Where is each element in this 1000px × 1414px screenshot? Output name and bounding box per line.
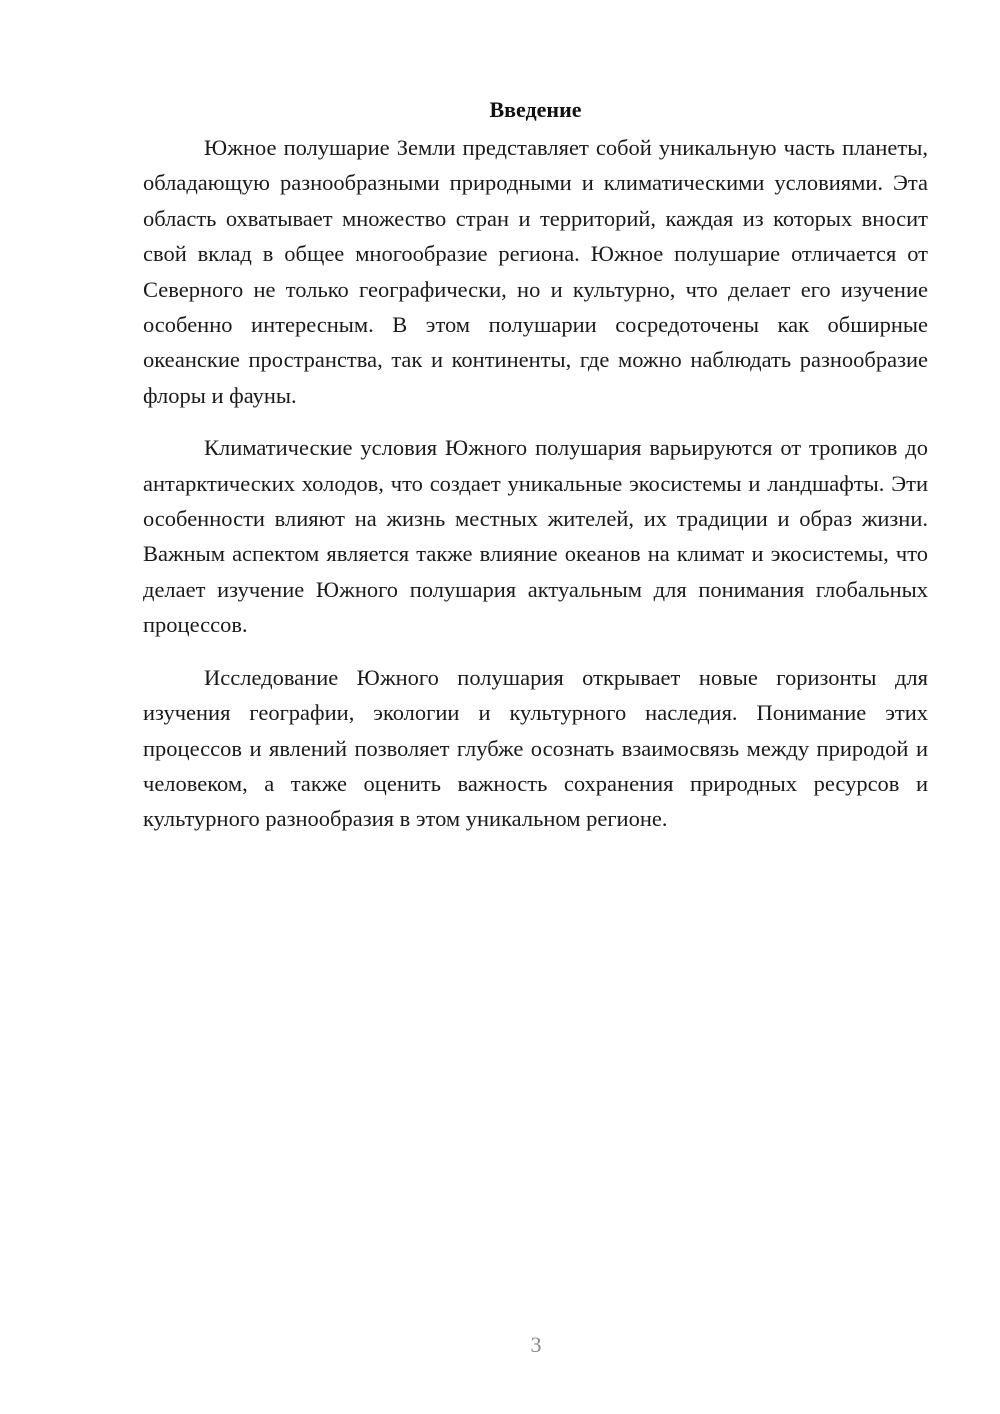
- paragraph-2: Климатические условия Южного полушария варьируются от тропиков до антарктических холодов, что создает уникальные экосистемы и ландшафты. Эти особенности влияют на жизнь местных жителей, их традиции и образ жизни. Важным аспектом является также влияние океанов на климат и экосистемы, что делает изучение Южного полушария актуальным для понимания глобальных процессов.: [143, 435, 928, 638]
- page-title: Введение: [489, 97, 582, 122]
- paragraph-3: Исследование Южного полушария открывает новые горизонты для изучения географии, экологии и культурного наследия. Понимание этих процессов и явлений позволяет глубже осознать взаимосвязь между природой и человеком, а также оценить важность сохранения природных ресурсов и культурного разнообразия в этом уникальном регионе.: [143, 664, 928, 832]
- page-content: [143, 92, 928, 837]
- page-number: 3: [530, 1332, 542, 1357]
- paragraph-1: Южное полушарие Земли представляет собой уникальную часть планеты, обладающую разнообразными природными и климатическими условиями. Эта область охватывает множество стран и территорий, каждая из которых вносит свой вклад в общее многообразие региона. Южное полушарие отличается от Северного не только географически, но и культурно, что делает его изучение особенно интересным. В этом полушарии сосредоточены как обширные океанские пространства, так и континенты, где можно наблюдать разнообразие флоры и фауны.: [143, 135, 928, 408]
